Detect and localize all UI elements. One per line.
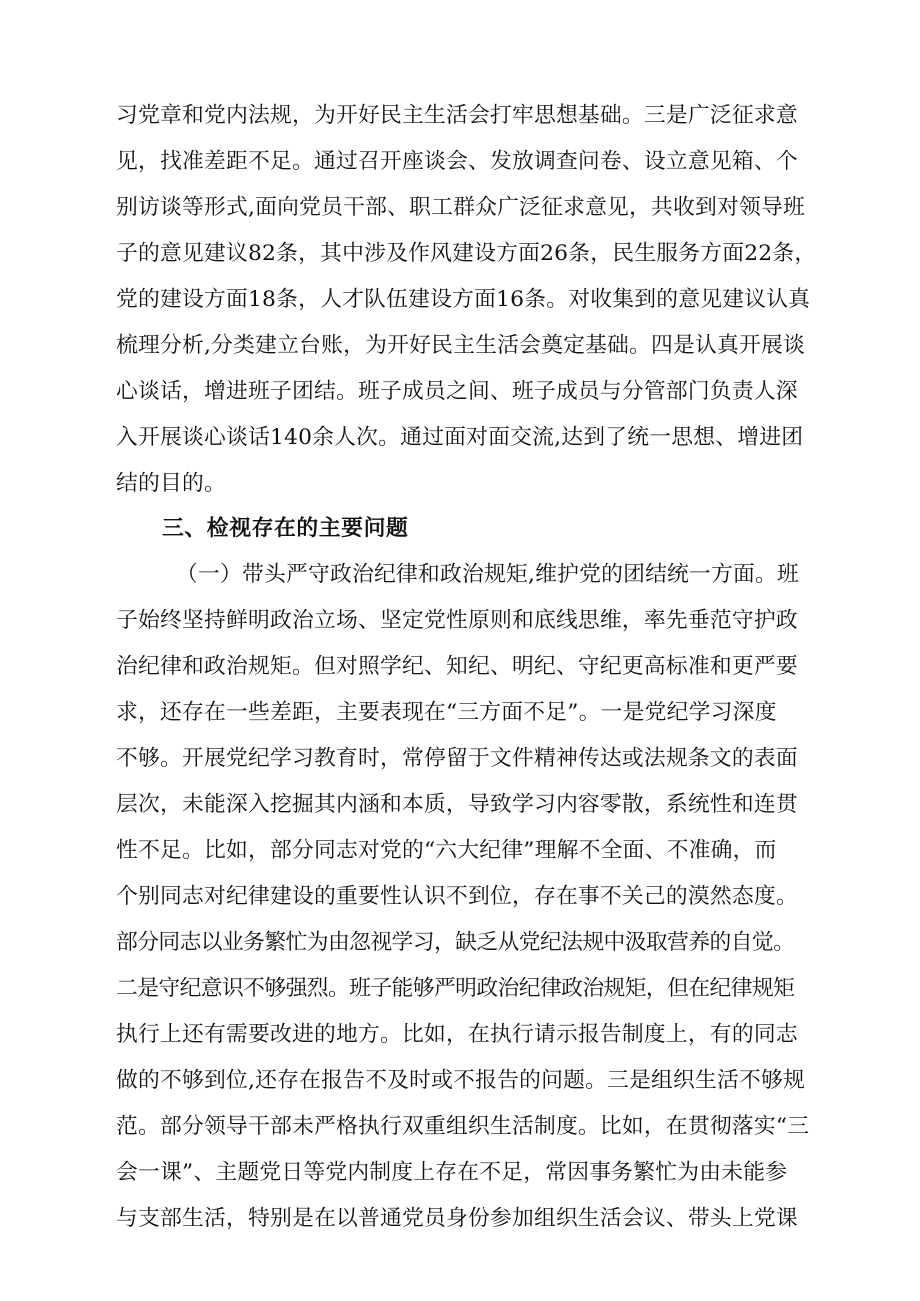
text-line: 做的不够到位,还存在报告不及时或不报告的问题。三是组织生活不够规 xyxy=(116,1068,806,1093)
text-line: 子始终坚持鲜明政治立场、坚定党性原则和底线思维，率先垂范守护政 xyxy=(116,608,798,633)
text-line: 性不足。比如，部分同志对党的“六大纪律”理解不全面、不准确，而 xyxy=(116,838,777,863)
text-line: 别访谈等形式,面向党员干部、职工群众广泛征求意见，共收到对领导班 xyxy=(116,195,806,220)
text-line: 范。部分领导干部未严格执行双重组织生活制度。比如，在贯彻落实“三 xyxy=(116,1114,810,1139)
text-line: 与支部生活，特别是在以普通党员身份参加组织生活会议、带头上党课 xyxy=(116,1206,798,1231)
text-line: 见，找准差距不足。通过召开座谈会、发放调查问卷、设立意见箱、个 xyxy=(116,149,798,174)
text-line: 党的建设方面18条，人才队伍建设方面16条。对收集到的意见建议认真 xyxy=(116,287,811,312)
text-line: 求，还存在一些差距，主要表现在“三方面不足”。一是党纪学习深度 xyxy=(116,700,777,725)
text-line: 会一课”、主题党日等党内制度上存在不足，常因事务繁忙为由未能参 xyxy=(116,1160,788,1185)
text-line: 二是守纪意识不够强烈。班子能够严明政治纪律政治规矩，但在纪律规矩 xyxy=(116,976,795,1001)
text-line: 执行上还有需要改进的地方。比如，在执行请示报告制度上，有的同志 xyxy=(116,1022,798,1047)
text-line: 结的目的。 xyxy=(116,471,226,496)
text-line: 层次，未能深入挖掘其内涵和本质，导致学习内容零散，系统性和连贯 xyxy=(116,792,798,817)
text-line: 入开展谈心谈话140余人次。通过面对面交流,达到了统一思想、增进团 xyxy=(116,425,804,450)
text-line: 习党章和党内法规，为开好民主生活会打牢思想基础。三是广泛征求意 xyxy=(116,103,798,128)
text-line: 部分同志以业务繁忙为由忽视学习，缺乏从党纪法规中汲取营养的自觉。 xyxy=(116,930,795,955)
text-line: 个别同志对纪律建设的重要性认识不到位，存在事不关己的漠然态度。 xyxy=(116,884,798,909)
text-line: 心谈话，增进班子团结。班子成员之间、班子成员与分管部门负责人深 xyxy=(116,379,798,404)
section-heading: 三、检视存在的主要问题 xyxy=(162,516,409,541)
text-line: 子的意见建议82条，其中涉及作风建设方面26条，民生服务方面22条， xyxy=(116,241,817,266)
text-line: 梳理分析,分类建立台账，为开好民主生活会奠定基础。四是认真开展谈 xyxy=(116,333,806,358)
text-line: （一）带头严守政治纪律和政治规矩,维护党的团结统一方面。班 xyxy=(176,562,800,587)
text-line: 不够。开展党纪学习教育时，常停留于文件精神传达或法规条文的表面 xyxy=(116,746,798,771)
text-line: 治纪律和政治规矩。但对照学纪、知纪、明纪、守纪更高标准和更严要 xyxy=(116,654,798,679)
